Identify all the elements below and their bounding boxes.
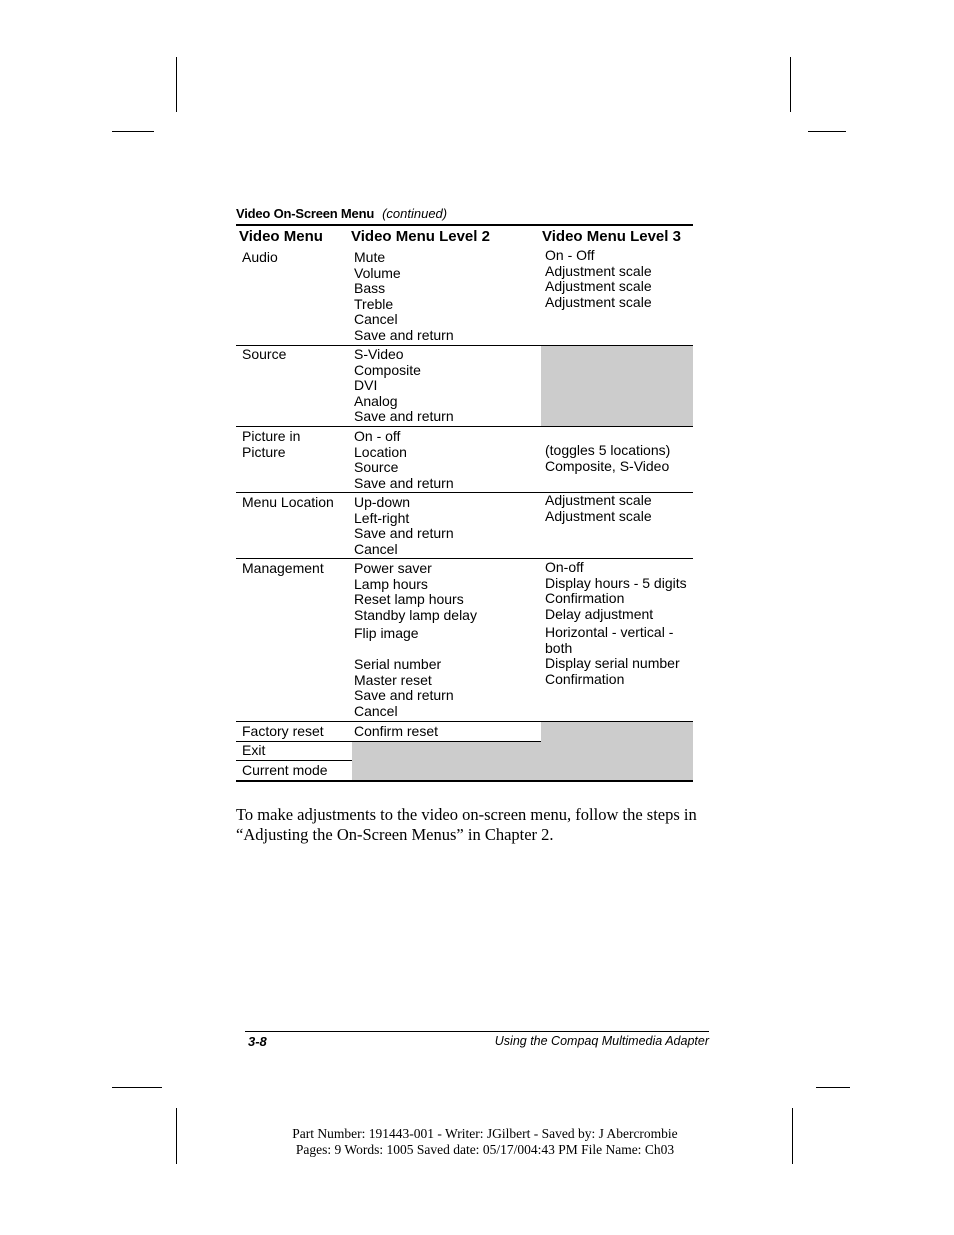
list-item: Save and return xyxy=(354,326,454,343)
cell-pip-level2 xyxy=(354,429,454,491)
cell-pip-level3 xyxy=(545,443,670,474)
list-item: DVI xyxy=(354,377,378,393)
cell-audio-level3 xyxy=(545,248,652,310)
shaded-cell-exit-current-mode xyxy=(352,742,693,780)
list-item: Save and return xyxy=(354,525,454,541)
list-item: Adjustment scale xyxy=(545,507,652,524)
table-top-rule xyxy=(236,224,693,226)
cell-factory-reset: Factory reset xyxy=(242,723,324,739)
shaded-cell-factory-reset xyxy=(541,722,693,742)
list-item: Picture in xyxy=(242,428,301,444)
list-item: Serial number xyxy=(354,656,442,672)
list-item: Save and return xyxy=(354,474,454,491)
list-item: (toggles 5 locations) xyxy=(545,442,671,458)
list-item: Left-right xyxy=(354,509,410,526)
cell-management-level2 xyxy=(354,561,477,623)
row-separator xyxy=(236,760,352,761)
list-item: Confirmation xyxy=(545,670,625,687)
table-caption xyxy=(236,206,447,221)
row-separator xyxy=(236,741,541,742)
crop-mark xyxy=(792,1108,793,1164)
list-item: Confirmation xyxy=(545,590,625,606)
shaded-cell-source xyxy=(541,345,693,426)
cell-menu-location-level2 xyxy=(354,495,454,557)
list-item: On-off xyxy=(545,559,584,575)
cell-picture-in-picture xyxy=(242,429,300,460)
list-item: Delay adjustment xyxy=(545,605,654,622)
running-title: Using the Compaq Multimedia Adapter xyxy=(494,1034,709,1048)
crop-mark xyxy=(808,131,846,132)
body-paragraph: To make adjustments to the video on-screen menu, follow the steps in “Adjusting the On-Screen Menus” in Chapter 2. xyxy=(236,805,697,844)
cell-source-level2 xyxy=(354,347,454,425)
list-item: Save and return xyxy=(354,408,454,424)
list-item: Source xyxy=(354,459,399,475)
cell-source: Source xyxy=(242,346,287,362)
cell-menu-location-level3 xyxy=(545,493,652,524)
cell-exit: Exit xyxy=(242,742,266,758)
row-separator xyxy=(236,558,693,559)
cell-management-level3-lower xyxy=(545,625,680,687)
list-item: Adjustment scale xyxy=(545,293,652,310)
cell-current-mode: Current mode xyxy=(242,762,328,778)
row-separator xyxy=(236,721,693,722)
row-separator xyxy=(236,426,693,427)
list-item: Treble xyxy=(354,295,394,312)
list-item: Adjustment scale xyxy=(545,278,652,294)
row-separator xyxy=(236,345,693,346)
crop-mark xyxy=(112,1087,162,1088)
list-item: On - Off xyxy=(545,247,595,263)
list-item: Adjustment scale xyxy=(545,492,652,508)
cell-confirm-reset: Confirm reset xyxy=(354,723,439,739)
list-item: Adjustment scale xyxy=(545,262,652,279)
list-item: Display hours - 5 digits xyxy=(545,574,687,591)
list-item: Volume xyxy=(354,264,401,281)
header-video-menu: Video Menu xyxy=(239,228,323,245)
metadata-line: Part Number: 191443-001 - Writer: JGilbert - Saved by: J Abercrombie xyxy=(292,1126,678,1141)
cell-audio-level2 xyxy=(354,250,454,343)
list-item: Composite, S-Video xyxy=(545,457,670,474)
list-item: Save and return xyxy=(354,687,454,703)
cell-management: Management xyxy=(242,560,324,576)
cell-audio: Audio xyxy=(242,249,278,265)
list-item: Mute xyxy=(354,249,386,265)
page-number: 3-8 xyxy=(248,1034,267,1049)
list-item: Bass xyxy=(354,280,386,296)
list-item: Power saver xyxy=(354,560,432,576)
list-item: Display serial number xyxy=(545,655,680,671)
list-item: Cancel xyxy=(354,311,398,327)
table-caption-title: Video On-Screen Menu xyxy=(236,206,375,221)
table-caption-note: (continued) xyxy=(382,206,448,221)
list-item: S-Video xyxy=(354,346,404,362)
cell-management-flip-image: Flip image xyxy=(354,625,419,641)
cell-management-level2-lower xyxy=(354,657,454,719)
crop-mark xyxy=(790,57,791,112)
crop-mark xyxy=(816,1087,850,1088)
list-item: Picture xyxy=(242,443,286,460)
list-item: Composite xyxy=(354,361,421,378)
list-item: Master reset xyxy=(354,671,432,688)
table-bottom-rule xyxy=(236,780,693,782)
list-item: Location xyxy=(354,443,407,460)
list-item: On - off xyxy=(354,428,401,444)
list-item: Lamp hours xyxy=(354,575,428,592)
crop-mark xyxy=(112,131,154,132)
list-item: Cancel xyxy=(354,540,398,557)
crop-mark xyxy=(176,57,177,112)
list-item: Standby lamp delay xyxy=(354,606,477,623)
footer-rule xyxy=(245,1031,709,1032)
cell-management-level3 xyxy=(545,560,687,622)
list-item: Cancel xyxy=(354,702,398,719)
list-item: Horizontal - vertical - xyxy=(545,624,674,640)
metadata-line: Pages: 9 Words: 1005 Saved date: 05/17/004:43 PM File Name: Ch03 xyxy=(295,1142,675,1157)
header-level-3: Video Menu Level 3 xyxy=(542,228,681,245)
list-item: Up-down xyxy=(354,494,411,510)
list-item: Analog xyxy=(354,392,398,409)
list-item: Reset lamp hours xyxy=(354,591,464,607)
crop-mark xyxy=(176,1108,177,1164)
cell-menu-location: Menu Location xyxy=(242,494,334,510)
list-item: both xyxy=(545,639,573,656)
header-level-2: Video Menu Level 2 xyxy=(351,228,490,245)
